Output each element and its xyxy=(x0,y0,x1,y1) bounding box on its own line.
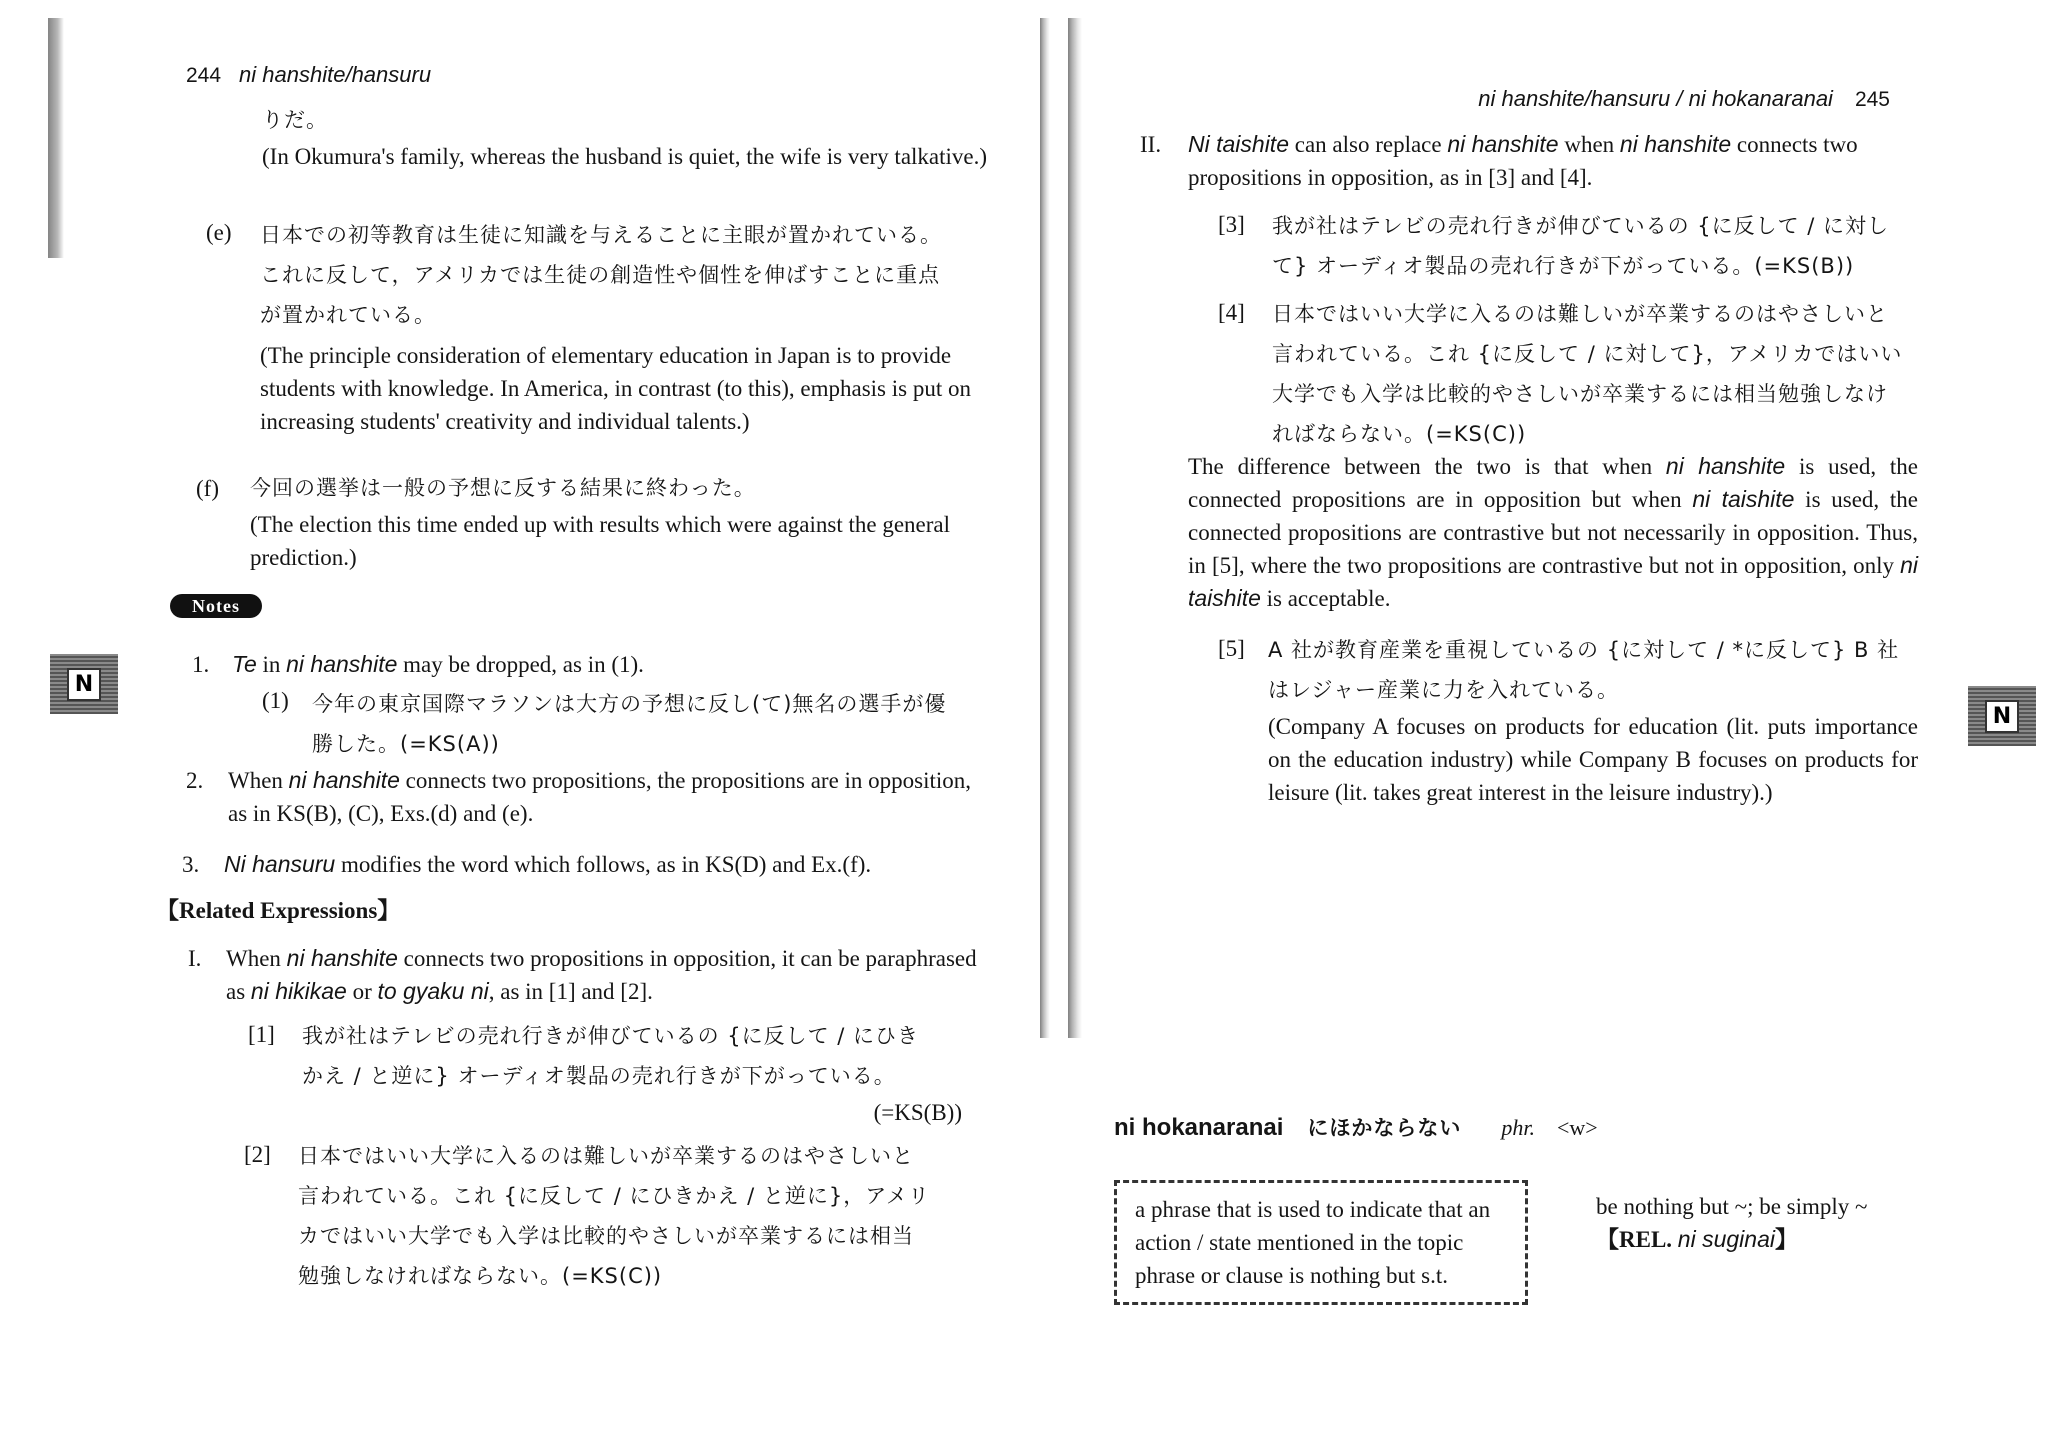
example-jp-line: 我が社はテレビの売れ行きが伸びているの {に反して / にひき xyxy=(302,1024,920,1048)
note-text: in xyxy=(256,652,287,677)
related-example-3 xyxy=(1272,206,1972,286)
notes-label: Notes xyxy=(170,594,262,618)
running-title: ni hanshite/hansuru xyxy=(239,62,432,87)
note-term: ni hanshite xyxy=(286,651,398,677)
paragraph-text: is used, the connected propositions are in opposition but when xyxy=(1188,454,1918,512)
gutter-shadow xyxy=(1068,18,1082,1038)
example-jp-line: 日本ではいい大学に入るのは難しいが卒業するのはやさしいと xyxy=(1272,302,1888,326)
related-text: connects two propositions in opposition, it can be paraphrased as xyxy=(226,946,977,1004)
note-text: may be dropped, as in (1). xyxy=(397,652,644,677)
example-jp-line: 大学でも入学は比較的やさしいが卒業するには相当勉強しなけ xyxy=(1272,382,1888,406)
note-number: 2. xyxy=(186,768,204,793)
note-1 xyxy=(232,648,992,681)
related-example-4 xyxy=(1272,294,1972,454)
example-jp-line: 勝した。(=KS(A)) xyxy=(312,732,500,756)
note-3 xyxy=(224,848,994,881)
entry-part-of-speech: phr. xyxy=(1501,1115,1536,1140)
related-example-5 xyxy=(1268,630,1928,809)
related-term: to gyaku ni xyxy=(377,978,489,1004)
note-1-example xyxy=(312,684,1012,764)
related-number: II. xyxy=(1140,132,1162,157)
note-text: connects two propositions, the propositions are in opposition, as in KS(B), (C), Exs.(d) and (e). xyxy=(228,768,972,826)
example-jp-line: 日本での初等教育は生徒に知識を与えることに主眼が置かれている。 xyxy=(260,223,942,247)
paragraph-text: The difference between the two is that when xyxy=(1188,454,1666,479)
paragraph-term: ni taishite xyxy=(1692,486,1795,512)
note-term: ni hanshite xyxy=(288,767,400,793)
thumb-index-letter: N xyxy=(67,668,101,701)
definition-box xyxy=(1114,1180,1528,1305)
left-header xyxy=(186,62,431,88)
example-label: (1) xyxy=(262,688,289,713)
example-label: [3] xyxy=(1218,212,1245,237)
example-translation: (The principle consideration of elementary education in Japan is to provide students with knowledge. In America, in contrast (to this), emphasis is put on increasing students' creativity and individual talents.) xyxy=(260,343,971,434)
page-number: 245 xyxy=(1854,88,1890,111)
related-term: Ni taishite xyxy=(1188,131,1289,157)
related-text: connects two propositions in opposition, as in [3] and [4]. xyxy=(1188,132,1858,190)
related-term: ni hanshite xyxy=(1447,131,1559,157)
page-edge-shadow xyxy=(48,18,64,258)
entry-related-close: 】 xyxy=(1774,1227,1798,1252)
related-text: can also replace xyxy=(1288,132,1448,157)
example-jp-line: 今回の選挙は一般の予想に反する結果に終わった。 xyxy=(250,476,756,500)
example-jp-line: これに反して，アメリカでは生徒の創造性や個性を伸ばすことに重点 xyxy=(260,263,941,287)
entry-kana: にほかならない xyxy=(1307,1116,1462,1140)
note-term: Ni hansuru xyxy=(224,851,336,877)
paragraph-text: is used, the connected propositions are contrastive but not necessarily in opposition. Thus, in [5], where the two propositions are contrastive but not in opposition, only xyxy=(1188,487,1918,578)
note-term: Te xyxy=(232,651,257,677)
example-jp-line: 日本ではいい大学に入るのは難しいが卒業するのはやさしいと xyxy=(298,1144,914,1168)
example-jp-line: 我が社はテレビの売れ行きが伸びているの {に反して / に対し xyxy=(1272,214,1890,238)
example-f xyxy=(250,468,990,574)
right-header xyxy=(1478,86,1890,112)
example-jp-line: 言われている。これ {に反して / にひきかえ / と逆に}，アメリ xyxy=(298,1184,930,1208)
related-term: ni hanshite xyxy=(286,945,398,971)
related-1 xyxy=(226,942,996,1008)
related-text: , as in [1] and [2]. xyxy=(488,979,653,1004)
note-number: 3. xyxy=(182,852,200,877)
example-jp-line: て} オーディオ製品の売れ行きが下がっている。(=KS(B)) xyxy=(1272,254,1855,278)
example-label: (e) xyxy=(206,220,232,245)
example-translation: (The election this time ended up with results which were against the general prediction.) xyxy=(250,512,950,570)
related-number: I. xyxy=(188,946,202,971)
related-example-1 xyxy=(302,1016,1002,1129)
continued-example-jp: りだ。 xyxy=(262,108,328,132)
related-text: When xyxy=(226,946,287,971)
paragraph-term: ni hanshite xyxy=(1665,453,1786,479)
gutter-shadow xyxy=(1040,18,1050,1038)
example-reference: (=KS(B)) xyxy=(873,1100,962,1125)
running-title: ni hanshite/hansuru / ni hokanaranai xyxy=(1478,86,1833,111)
example-e xyxy=(260,215,1000,438)
entry-related xyxy=(1596,1223,1926,1256)
right-page xyxy=(1050,0,2048,1434)
example-jp-line: ればならない。(=KS(C)) xyxy=(1272,422,1527,446)
page-number: 244 xyxy=(186,64,222,87)
example-label: [1] xyxy=(248,1022,275,1047)
note-number: 1. xyxy=(192,652,210,677)
example-jp-line: が置かれている。 xyxy=(260,303,436,327)
entry-register-tag: <w> xyxy=(1557,1115,1598,1140)
related-term: ni hanshite xyxy=(1619,131,1732,157)
related-2 xyxy=(1188,128,1918,194)
difference-paragraph xyxy=(1188,450,1918,615)
note-text: When xyxy=(228,768,289,793)
entry-definition: a phrase that is used to indicate that an action / state mentioned in the topic phrase or clause is nothing but s.t. xyxy=(1135,1197,1491,1288)
thumb-index-tab xyxy=(1968,686,2036,746)
paragraph-text: is acceptable. xyxy=(1260,586,1391,611)
example-label: [2] xyxy=(244,1142,271,1167)
dictionary-entry-head xyxy=(1114,1108,1598,1148)
continued-example-en: (In Okumura's family, whereas the husband is quiet, the wife is very talkative.) xyxy=(262,144,988,169)
note-text: modifies the word which follows, as in KS(D) and Ex.(f). xyxy=(335,852,872,877)
example-jp-line: カではいい大学でも入学は比較的やさしいが卒業するには相当 xyxy=(298,1224,914,1248)
example-jp-line: 言われている。これ {に反して / に対して}，アメリカではいい xyxy=(1272,342,1903,366)
example-jp-line: 今年の東京国際マラソンは大方の予想に反し(て)無名の選手が優 xyxy=(312,692,947,716)
example-jp-line: かえ / と逆に} オーディオ製品の売れ行きが下がっている。 xyxy=(302,1064,896,1088)
example-translation: (Company A focuses on products for education (lit. puts importance on the education industry) while Company B focuses on products for leisure (lit. takes great interest in the leisure industry).) xyxy=(1268,714,1918,805)
related-text: when xyxy=(1558,132,1620,157)
thumb-index-letter: N xyxy=(1985,700,2019,733)
entry-related-label: 【REL. xyxy=(1596,1227,1678,1252)
entry-gloss: be nothing but ~; be simply ~ xyxy=(1596,1194,1868,1219)
example-label: (f) xyxy=(196,476,219,501)
related-term: ni hikikae xyxy=(250,978,347,1004)
paragraph-term: ni taishite xyxy=(1188,552,1918,611)
related-example-2 xyxy=(298,1136,998,1296)
thumb-index-tab xyxy=(50,654,118,714)
entry-romaji: ni hokanaranai xyxy=(1114,1114,1284,1141)
related-expressions-heading: 【Related Expressions】 xyxy=(156,898,401,923)
example-label: [4] xyxy=(1218,300,1245,325)
example-jp-line: 勉強しなければならない。(=KS(C)) xyxy=(298,1264,663,1288)
example-jp-line: はレジャー産業に力を入れている。 xyxy=(1268,678,1620,702)
notes-badge xyxy=(170,596,262,617)
example-jp-line: A 社が教育産業を重視しているの {に対して / *に反して} B 社 xyxy=(1268,638,1900,662)
entry-gloss-block xyxy=(1596,1190,1926,1256)
note-2 xyxy=(228,764,988,830)
related-text: or xyxy=(346,979,378,1004)
example-label: [5] xyxy=(1218,636,1245,661)
entry-related-term: ni suginai xyxy=(1677,1226,1775,1252)
